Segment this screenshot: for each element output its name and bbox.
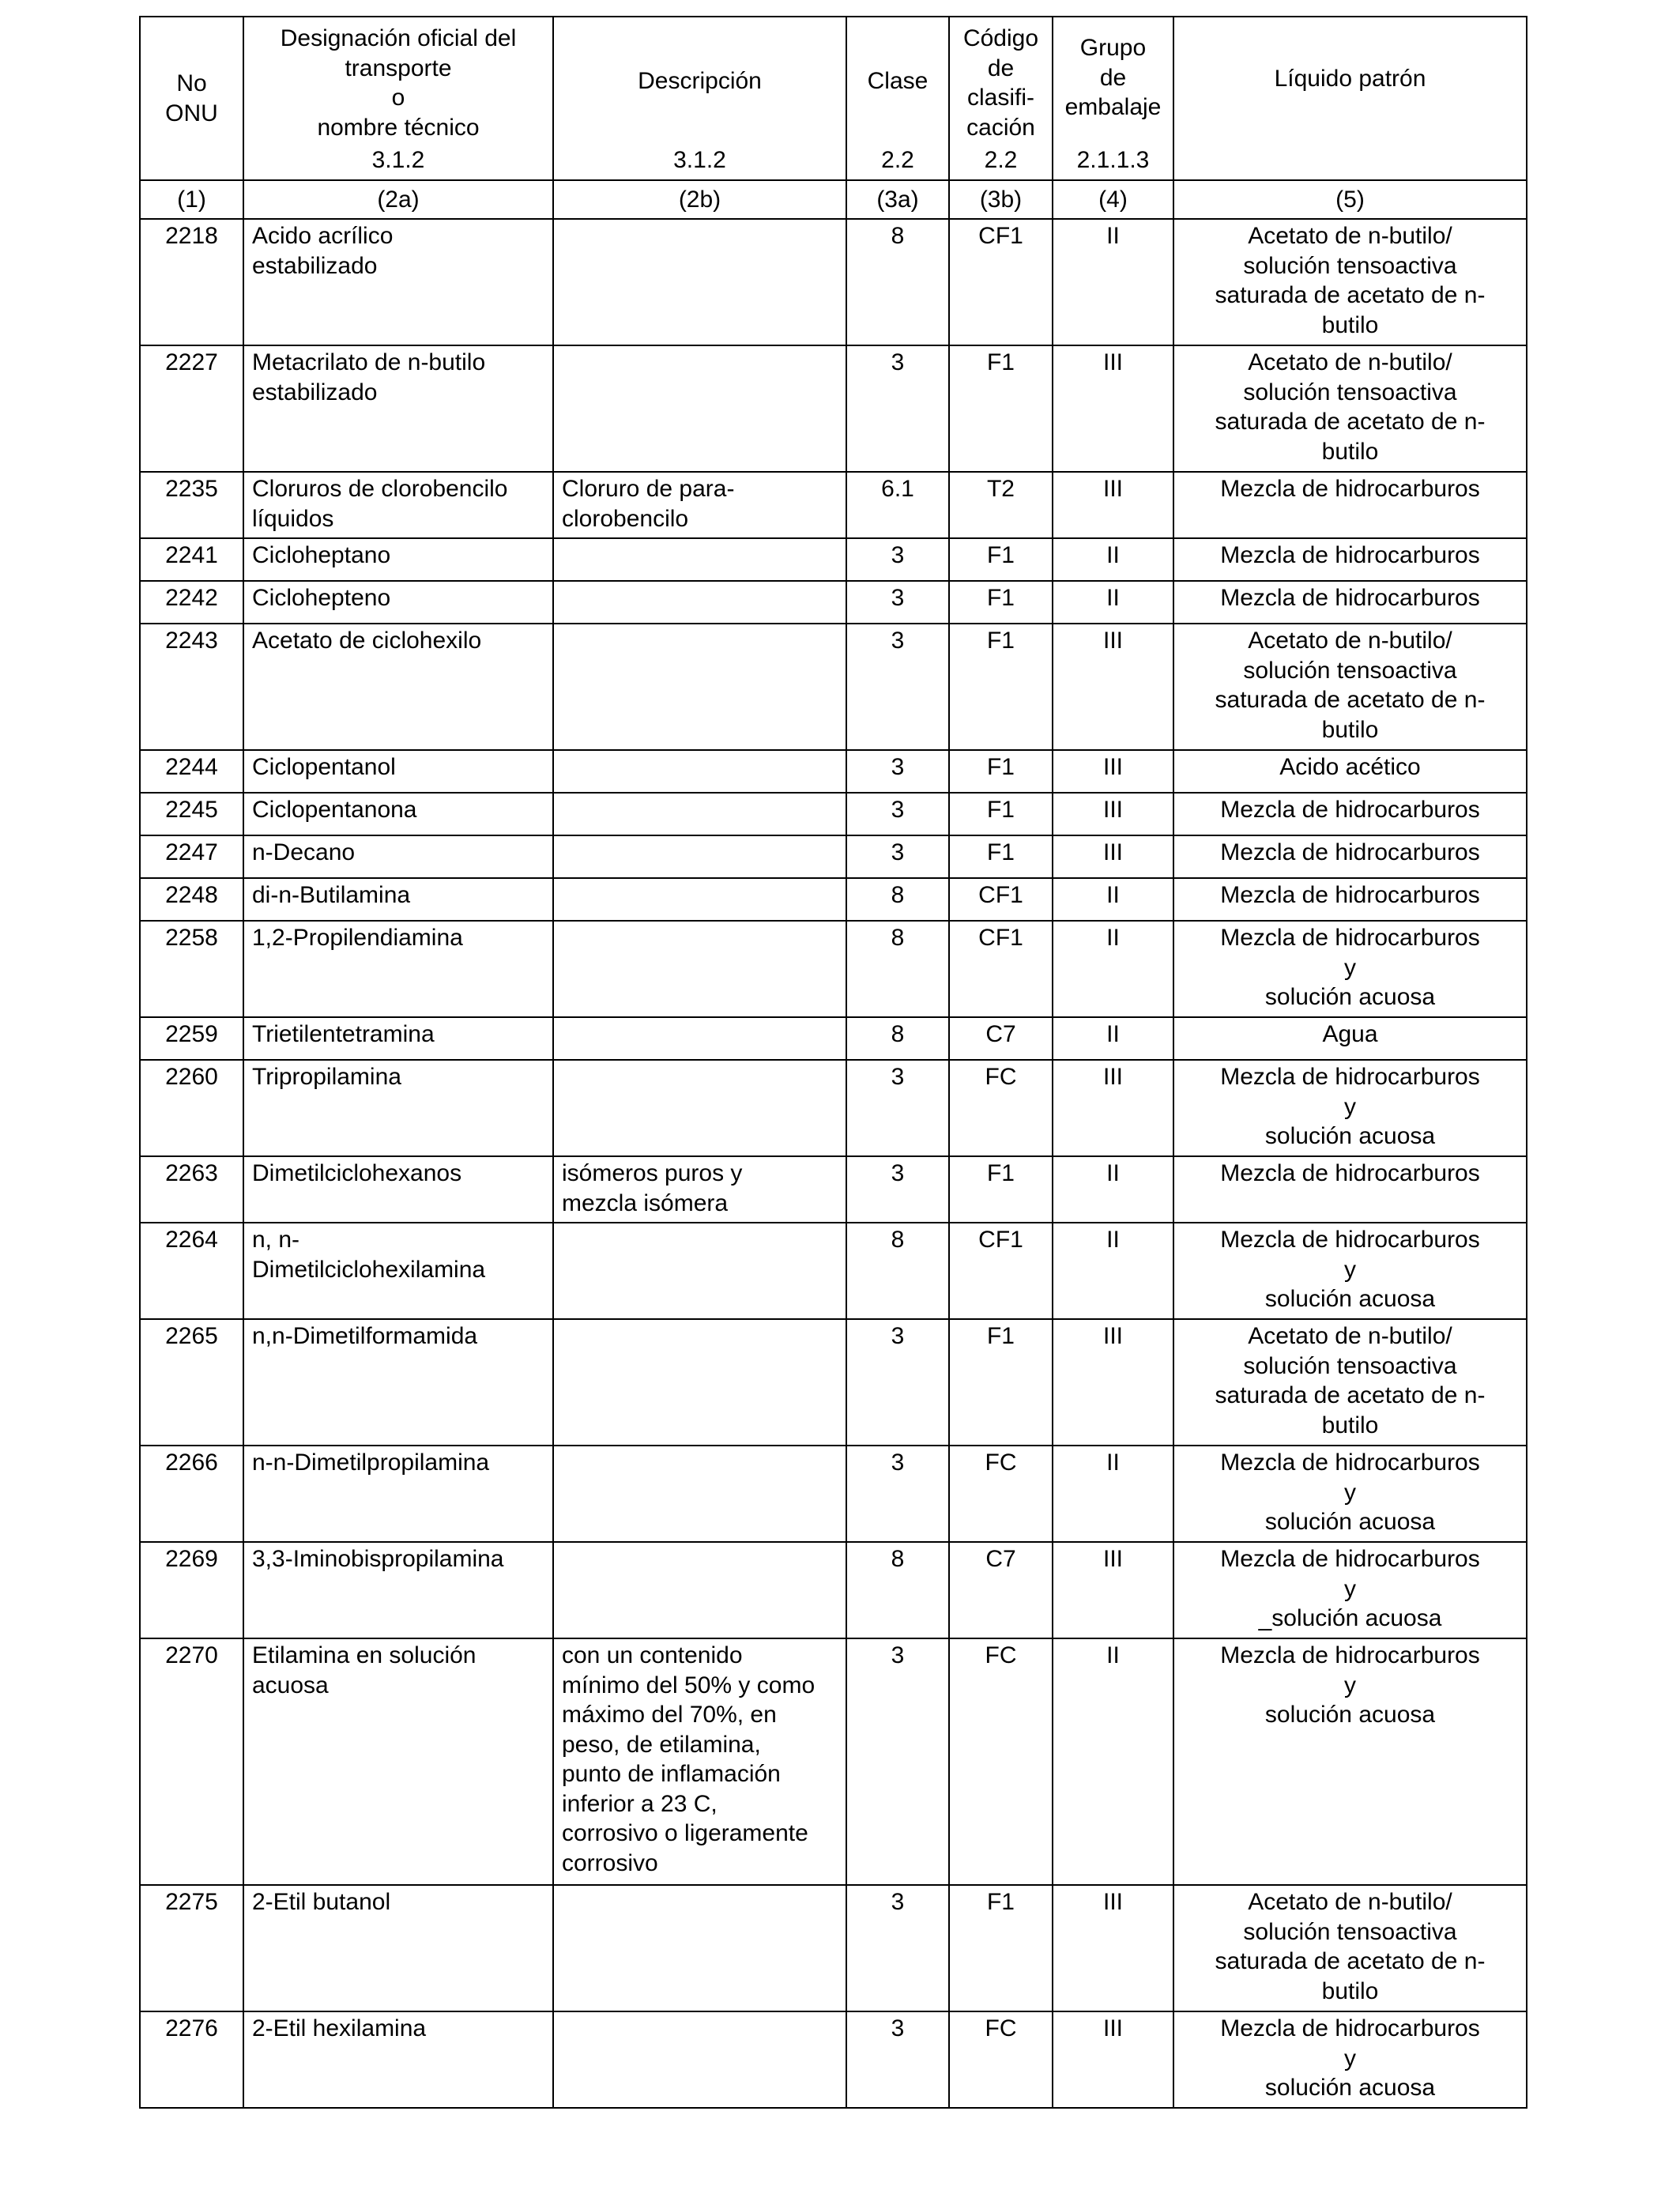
- cell-no-onu: 2247: [140, 835, 243, 878]
- cell-clase: 3: [846, 1319, 949, 1446]
- cell-designacion: n,n-Dimetilformamida: [243, 1319, 553, 1446]
- cell-grupo: III: [1053, 1885, 1173, 2011]
- header-designacion: [243, 17, 553, 180]
- header-codigo-ref: 2.2: [984, 146, 1018, 173]
- table-row: [140, 345, 1527, 472]
- cell-liquido-patron: Acetato de n-butilo/ solución tensoactiva saturada de acetato de n- butilo: [1173, 345, 1527, 472]
- cell-descripcion: [553, 921, 846, 1017]
- cell-designacion: Dimetilciclohexanos: [243, 1156, 553, 1223]
- cell-no-onu: 2244: [140, 750, 243, 793]
- cell-clase: 3: [846, 750, 949, 793]
- table-row: [140, 2011, 1527, 2108]
- header-liquido-label: Líquido patrón: [1274, 65, 1426, 92]
- cell-liquido-patron: Mezcla de hidrocarburos y solución acuosa: [1173, 921, 1527, 1017]
- cell-descripcion: con un contenido mínimo del 50% y como máximo del 70%, en peso, de etilamina, punto de inflamación inferior a 23 C, corrosivo o ligeramente corrosivo: [553, 1638, 846, 1885]
- table-row: [140, 1319, 1527, 1446]
- cell-grupo: II: [1053, 1017, 1173, 1060]
- cell-grupo: II: [1053, 1223, 1173, 1319]
- cell-clase: 3: [846, 538, 949, 581]
- cell-no-onu: 2241: [140, 538, 243, 581]
- table-row: [140, 1223, 1527, 1319]
- table-row: [140, 1156, 1527, 1223]
- header-descripcion-ref: 3.1.2: [673, 146, 726, 173]
- column-number: (3b): [949, 180, 1053, 219]
- cell-grupo: II: [1053, 878, 1173, 921]
- cell-codigo: F1: [949, 750, 1053, 793]
- cell-grupo: III: [1053, 750, 1173, 793]
- column-number: (2b): [553, 180, 846, 219]
- cell-codigo: FC: [949, 1060, 1053, 1156]
- cell-no-onu: 2270: [140, 1638, 243, 1885]
- cell-no-onu: 2245: [140, 793, 243, 835]
- cell-liquido-patron: Mezcla de hidrocarburos y solución acuosa: [1173, 2011, 1527, 2108]
- cell-no-onu: 2218: [140, 219, 243, 345]
- cell-codigo: CF1: [949, 878, 1053, 921]
- cell-liquido-patron: Acetato de n-butilo/ solución tensoactiva saturada de acetato de n- butilo: [1173, 624, 1527, 750]
- cell-designacion: Tripropilamina: [243, 1060, 553, 1156]
- cell-clase: 8: [846, 921, 949, 1017]
- cell-grupo: III: [1053, 1060, 1173, 1156]
- table-row: [140, 472, 1527, 538]
- cell-codigo: F1: [949, 345, 1053, 472]
- column-number: (5): [1173, 180, 1527, 219]
- cell-clase: 3: [846, 581, 949, 624]
- table-row: [140, 750, 1527, 793]
- cell-clase: 3: [846, 793, 949, 835]
- cell-liquido-patron: Mezcla de hidrocarburos y _solución acuosa: [1173, 1542, 1527, 1638]
- column-number: (2a): [243, 180, 553, 219]
- cell-clase: 8: [846, 219, 949, 345]
- header-descripcion: [553, 17, 846, 180]
- header-clase: [846, 17, 949, 180]
- table-row: [140, 921, 1527, 1017]
- cell-codigo: FC: [949, 1446, 1053, 1542]
- cell-codigo: T2: [949, 472, 1053, 538]
- header-no-onu-label: No ONU: [165, 70, 218, 126]
- cell-descripcion: Cloruro de para- clorobencilo: [553, 472, 846, 538]
- cell-codigo: CF1: [949, 219, 1053, 345]
- cell-clase: 8: [846, 1542, 949, 1638]
- cell-grupo: III: [1053, 835, 1173, 878]
- cell-grupo: II: [1053, 1156, 1173, 1223]
- cell-descripcion: [553, 345, 846, 472]
- cell-clase: 6.1: [846, 472, 949, 538]
- table-header: [140, 17, 1527, 219]
- cell-codigo: CF1: [949, 1223, 1053, 1319]
- cell-clase: 8: [846, 1223, 949, 1319]
- header-row: [140, 17, 1527, 180]
- header-grupo: [1053, 17, 1173, 180]
- cell-no-onu: 2259: [140, 1017, 243, 1060]
- header-designacion-label: Designación oficial del transporte o nombre técnico: [280, 25, 517, 141]
- cell-descripcion: [553, 1446, 846, 1542]
- cell-liquido-patron: Mezcla de hidrocarburos: [1173, 878, 1527, 921]
- cell-liquido-patron: Mezcla de hidrocarburos y solución acuosa: [1173, 1446, 1527, 1542]
- cell-descripcion: [553, 538, 846, 581]
- cell-descripcion: [553, 581, 846, 624]
- cell-no-onu: 2258: [140, 921, 243, 1017]
- cell-descripcion: [553, 1319, 846, 1446]
- cell-liquido-patron: Mezcla de hidrocarburos: [1173, 538, 1527, 581]
- cell-codigo: F1: [949, 1156, 1053, 1223]
- cell-designacion: Ciclopentanona: [243, 793, 553, 835]
- cell-descripcion: [553, 219, 846, 345]
- cell-clase: 3: [846, 1060, 949, 1156]
- cell-liquido-patron: Mezcla de hidrocarburos: [1173, 472, 1527, 538]
- cell-no-onu: 2243: [140, 624, 243, 750]
- cell-codigo: F1: [949, 1885, 1053, 2011]
- cell-designacion: Metacrilato de n-butilo estabilizado: [243, 345, 553, 472]
- cell-liquido-patron: Agua: [1173, 1017, 1527, 1060]
- cell-descripcion: [553, 835, 846, 878]
- header-grupo-label: Grupo de embalaje: [1064, 35, 1162, 120]
- cell-designacion: Ciclopentanol: [243, 750, 553, 793]
- cell-grupo: III: [1053, 2011, 1173, 2108]
- header-liquido: [1173, 17, 1527, 180]
- header-clase-ref: 2.2: [881, 146, 914, 173]
- cell-codigo: F1: [949, 793, 1053, 835]
- column-number: (3a): [846, 180, 949, 219]
- cell-no-onu: 2235: [140, 472, 243, 538]
- table-row: [140, 624, 1527, 750]
- table-row: [140, 1885, 1527, 2011]
- table-row: [140, 1017, 1527, 1060]
- table-row: [140, 878, 1527, 921]
- cell-descripcion: [553, 1060, 846, 1156]
- cell-codigo: F1: [949, 624, 1053, 750]
- column-number-row: [140, 180, 1527, 219]
- dangerous-goods-table: [139, 16, 1527, 2109]
- cell-codigo: C7: [949, 1542, 1053, 1638]
- header-descripcion-label: Descripción: [638, 68, 762, 94]
- cell-designacion: Cicloheptano: [243, 538, 553, 581]
- cell-grupo: II: [1053, 219, 1173, 345]
- header-grupo-ref: 2.1.1.3: [1076, 146, 1150, 173]
- table-row: [140, 538, 1527, 581]
- header-no-onu: [140, 17, 243, 180]
- cell-clase: 3: [846, 835, 949, 878]
- cell-descripcion: [553, 1223, 846, 1319]
- cell-liquido-patron: Mezcla de hidrocarburos: [1173, 581, 1527, 624]
- cell-no-onu: 2266: [140, 1446, 243, 1542]
- cell-no-onu: 2260: [140, 1060, 243, 1156]
- cell-designacion: Trietilentetramina: [243, 1017, 553, 1060]
- cell-grupo: III: [1053, 472, 1173, 538]
- cell-codigo: F1: [949, 538, 1053, 581]
- table-row: [140, 793, 1527, 835]
- cell-designacion: n-Decano: [243, 835, 553, 878]
- cell-clase: 3: [846, 345, 949, 472]
- cell-descripcion: [553, 1542, 846, 1638]
- cell-grupo: III: [1053, 345, 1173, 472]
- cell-designacion: Acetato de ciclohexilo: [243, 624, 553, 750]
- column-number: (1): [140, 180, 243, 219]
- cell-designacion: 2-Etil butanol: [243, 1885, 553, 2011]
- cell-designacion: Etilamina en solución acuosa: [243, 1638, 553, 1885]
- cell-no-onu: 2263: [140, 1156, 243, 1223]
- cell-designacion: n-n-Dimetilpropilamina: [243, 1446, 553, 1542]
- cell-designacion: n, n- Dimetilciclohexilamina: [243, 1223, 553, 1319]
- header-codigo: [949, 17, 1053, 180]
- cell-grupo: II: [1053, 1446, 1173, 1542]
- header-codigo-label: Código de clasifi- cación: [962, 25, 1039, 141]
- cell-liquido-patron: Acetato de n-butilo/ solución tensoactiva saturada de acetato de n- butilo: [1173, 1885, 1527, 2011]
- cell-no-onu: 2269: [140, 1542, 243, 1638]
- cell-grupo: III: [1053, 793, 1173, 835]
- cell-descripcion: isómeros puros y mezcla isómera: [553, 1156, 846, 1223]
- cell-clase: 8: [846, 878, 949, 921]
- cell-grupo: II: [1053, 538, 1173, 581]
- cell-grupo: II: [1053, 921, 1173, 1017]
- cell-grupo: II: [1053, 1638, 1173, 1885]
- cell-codigo: C7: [949, 1017, 1053, 1060]
- cell-descripcion: [553, 1017, 846, 1060]
- cell-no-onu: 2227: [140, 345, 243, 472]
- cell-no-onu: 2248: [140, 878, 243, 921]
- cell-designacion: Acido acrílico estabilizado: [243, 219, 553, 345]
- cell-liquido-patron: Acetato de n-butilo/ solución tensoactiva saturada de acetato de n- butilo: [1173, 219, 1527, 345]
- cell-designacion: di-n-Butilamina: [243, 878, 553, 921]
- cell-codigo: F1: [949, 835, 1053, 878]
- cell-liquido-patron: Mezcla de hidrocarburos y solución acuosa: [1173, 1638, 1527, 1885]
- cell-liquido-patron: Mezcla de hidrocarburos: [1173, 835, 1527, 878]
- cell-clase: 3: [846, 1885, 949, 2011]
- table-row: [140, 835, 1527, 878]
- cell-no-onu: 2242: [140, 581, 243, 624]
- header-designacion-ref: 3.1.2: [371, 146, 425, 173]
- cell-liquido-patron: Mezcla de hidrocarburos y solución acuosa: [1173, 1060, 1527, 1156]
- table-row: [140, 1638, 1527, 1885]
- cell-descripcion: [553, 750, 846, 793]
- cell-designacion: 1,2-Propilendiamina: [243, 921, 553, 1017]
- cell-liquido-patron: Acetato de n-butilo/ solución tensoactiva saturada de acetato de n- butilo: [1173, 1319, 1527, 1446]
- column-number: (4): [1053, 180, 1173, 219]
- cell-descripcion: [553, 1885, 846, 2011]
- table-row: [140, 1446, 1527, 1542]
- cell-liquido-patron: Mezcla de hidrocarburos y solución acuosa: [1173, 1223, 1527, 1319]
- cell-designacion: 2-Etil hexilamina: [243, 2011, 553, 2108]
- cell-descripcion: [553, 624, 846, 750]
- cell-liquido-patron: Mezcla de hidrocarburos: [1173, 1156, 1527, 1223]
- cell-codigo: FC: [949, 2011, 1053, 2108]
- cell-codigo: FC: [949, 1638, 1053, 1885]
- cell-grupo: III: [1053, 624, 1173, 750]
- cell-descripcion: [553, 2011, 846, 2108]
- cell-descripcion: [553, 878, 846, 921]
- cell-designacion: 3,3-Iminobispropilamina: [243, 1542, 553, 1638]
- cell-descripcion: [553, 793, 846, 835]
- cell-codigo: F1: [949, 1319, 1053, 1446]
- cell-designacion: Cloruros de clorobencilo líquidos: [243, 472, 553, 538]
- cell-clase: 3: [846, 2011, 949, 2108]
- cell-clase: 8: [846, 1017, 949, 1060]
- cell-clase: 3: [846, 624, 949, 750]
- cell-clase: 3: [846, 1156, 949, 1223]
- cell-liquido-patron: Mezcla de hidrocarburos: [1173, 793, 1527, 835]
- cell-no-onu: 2276: [140, 2011, 243, 2108]
- cell-clase: 3: [846, 1638, 949, 1885]
- cell-liquido-patron: Acido acético: [1173, 750, 1527, 793]
- cell-grupo: III: [1053, 1542, 1173, 1638]
- table-row: [140, 1060, 1527, 1156]
- header-clase-label: Clase: [867, 68, 929, 94]
- cell-clase: 3: [846, 1446, 949, 1542]
- cell-designacion: Ciclohepteno: [243, 581, 553, 624]
- cell-no-onu: 2275: [140, 1885, 243, 2011]
- cell-codigo: F1: [949, 581, 1053, 624]
- cell-grupo: II: [1053, 581, 1173, 624]
- table-body: [140, 219, 1527, 2108]
- table-row: [140, 1542, 1527, 1638]
- table-row: [140, 219, 1527, 345]
- cell-no-onu: 2265: [140, 1319, 243, 1446]
- cell-grupo: III: [1053, 1319, 1173, 1446]
- table-row: [140, 581, 1527, 624]
- cell-no-onu: 2264: [140, 1223, 243, 1319]
- cell-codigo: CF1: [949, 921, 1053, 1017]
